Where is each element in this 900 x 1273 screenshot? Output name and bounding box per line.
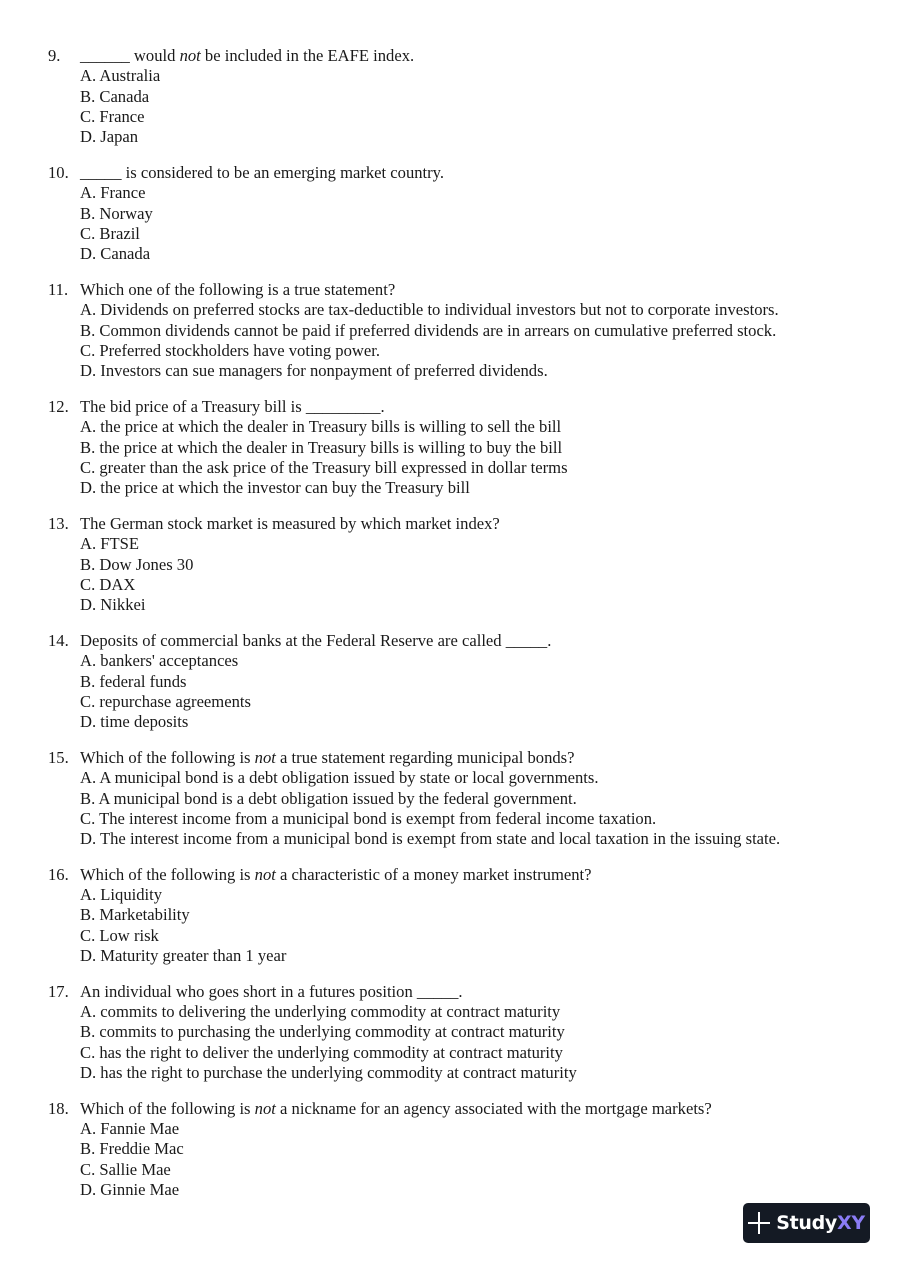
question-number: 13. [48,513,69,533]
question-text: a true statement regarding municipal bonds? [275,747,575,767]
option-text: Investors can sue managers for nonpayment of preferred dividends. [100,361,548,381]
answer-option [80,66,900,86]
question-item [0,1099,900,1200]
question-text: a characteristic of a money market instrument? [275,864,592,884]
option-letter: C. [80,808,96,828]
question-item [0,397,900,498]
answer-option [80,534,900,554]
option-text: Nikkei [100,595,146,615]
answer-option [80,1022,900,1042]
question-item [0,982,900,1083]
question-stem [0,514,900,534]
question-item [0,748,900,849]
answer-option [80,87,900,107]
answer-option [80,1043,900,1063]
answer-option [80,361,900,381]
option-text: commits to purchasing the underlying commodity at contract maturity [99,1022,565,1042]
answer-options [0,768,900,849]
option-text: Marketability [99,905,190,925]
question-number: 14. [48,630,69,650]
option-letter: C. [80,691,96,711]
question-stem [0,982,900,1002]
option-text: FTSE [100,534,140,554]
option-letter: D. [80,361,97,381]
option-letter: B. [80,320,96,340]
answer-option [80,555,900,575]
option-letter: C. [80,106,96,126]
question-text: a nickname for an agency associated with the mortgage markets? [275,1098,712,1118]
answer-option [80,1160,900,1180]
question-stem [0,280,900,300]
answer-option [80,905,900,925]
answer-option [80,1119,900,1139]
question-number: 17. [48,981,69,1001]
option-letter: B. [80,1139,96,1159]
question-emphasis: not [254,864,276,884]
option-letter: A. [80,651,97,671]
option-text: has the right to deliver the underlying commodity at contract maturity [99,1042,563,1062]
option-letter: B. [80,905,96,925]
question-emphasis: not [254,747,276,767]
option-letter: B. [80,554,96,574]
question-text: An individual who goes short in a futures position _____. [80,981,463,1001]
option-text: A municipal bond is a debt obligation issued by state or local governments. [99,768,599,788]
answer-option [80,204,900,224]
option-text: France [100,183,146,203]
answer-option [80,651,900,671]
answer-option [80,341,900,361]
question-number: 11. [48,279,69,299]
option-letter: C. [80,457,96,477]
option-text: greater than the ask price of the Treasury bill expressed in dollar terms [99,457,568,477]
question-text: be included in the EAFE index. [200,46,415,65]
answer-option [80,478,900,498]
option-text: Sallie Mae [99,1159,171,1179]
option-text: The interest income from a municipal bond is exempt from federal income taxation. [99,808,657,828]
option-letter: B. [80,1022,96,1042]
answer-option [80,1002,900,1022]
answer-option [80,107,900,127]
answer-options [0,1119,900,1200]
option-letter: D. [80,1063,97,1083]
option-letter: A. [80,1119,97,1139]
option-letter: B. [80,86,96,106]
option-letter: D. [80,595,97,615]
option-letter: A. [80,300,97,320]
answer-options [0,300,900,381]
question-number: 9. [48,46,61,65]
option-text: Common dividends cannot be paid if preferred dividends are in arrears on cumulative preferred stock. [99,320,777,340]
answer-options [0,1002,900,1083]
option-letter: D. [80,829,97,849]
logo-brand-main: Study [776,1211,837,1234]
option-letter: D. [80,1180,97,1200]
answer-option [80,183,900,203]
answer-option [80,1180,900,1200]
option-letter: A. [80,183,97,203]
option-letter: B. [80,203,96,223]
option-letter: C. [80,574,96,594]
question-text: Which of the following is [80,747,255,767]
question-item [0,631,900,732]
logo-wordmark [776,1213,865,1233]
answer-option [80,712,900,732]
answer-options [0,417,900,498]
question-stem [0,1099,900,1119]
option-text: bankers' acceptances [100,651,239,671]
question-text: Which of the following is [80,864,255,884]
option-text: Norway [99,203,153,223]
option-letter: A. [80,66,97,86]
studyxy-logo[interactable] [743,1203,870,1243]
answer-options [0,66,900,147]
option-text: Fannie Mae [100,1119,180,1139]
option-letter: A. [80,417,97,437]
option-letter: C. [80,223,96,243]
question-text: Which of the following is [80,1098,255,1118]
answer-option [80,829,900,849]
option-letter: D. [80,127,97,147]
answer-option [80,946,900,966]
answer-option [80,575,900,595]
answer-option [80,321,900,341]
question-stem [0,865,900,885]
option-letter: D. [80,478,97,498]
question-item [0,865,900,966]
answer-options [0,534,900,615]
answer-option [80,417,900,437]
question-stem [0,163,900,183]
option-text: Low risk [99,925,159,945]
option-text: Liquidity [100,885,163,905]
question-text: The bid price of a Treasury bill is _________. [80,396,385,416]
answer-option [80,244,900,264]
option-letter: C. [80,1042,96,1062]
question-number: 12. [48,396,69,416]
answer-option [80,595,900,615]
question-text: The German stock market is measured by which market index? [80,513,500,533]
logo-brand-accent: XY [836,1211,865,1234]
option-text: federal funds [99,671,187,691]
option-text: Freddie Mac [99,1139,184,1159]
option-letter: A. [80,885,97,905]
answer-option [80,1139,900,1159]
option-letter: C. [80,340,96,360]
option-text: the price at which the dealer in Treasury bills is willing to sell the bill [100,417,562,437]
option-text: has the right to purchase the underlying commodity at contract maturity [100,1063,577,1083]
option-letter: B. [80,671,96,691]
answer-option [80,300,900,320]
option-letter: C. [80,925,96,945]
question-emphasis: not [254,1098,276,1118]
question-list [0,46,900,1216]
option-letter: A. [80,534,97,554]
option-letter: B. [80,437,96,457]
option-text: The interest income from a municipal bond is exempt from state and local taxation in the issuing state. [100,829,781,849]
option-letter: B. [80,788,96,808]
question-stem [0,397,900,417]
question-text: Which one of the following is a true statement? [80,279,396,299]
question-item [0,280,900,381]
answer-option [80,809,900,829]
option-text: Maturity greater than 1 year [100,946,287,966]
question-text: ______ would [80,46,180,65]
answer-options [0,651,900,732]
question-emphasis: not [179,46,201,65]
option-text: Dividends on preferred stocks are tax-deductible to individual investors but not to corporate investors. [100,300,779,320]
answer-option [80,789,900,809]
question-item [0,46,900,147]
option-text: Brazil [99,223,140,243]
answer-option [80,885,900,905]
answer-option [80,926,900,946]
option-text: Japan [100,127,139,147]
question-item [0,514,900,615]
option-letter: D. [80,712,97,732]
plus-icon [748,1212,770,1234]
answer-options [0,885,900,966]
option-text: Canada [100,244,151,264]
option-text: repurchase agreements [99,691,251,711]
option-text: France [99,106,145,126]
answer-option [80,127,900,147]
answer-option [80,224,900,244]
question-number: 16. [48,864,69,884]
option-text: the price at which the dealer in Treasury bills is willing to buy the bill [99,437,563,457]
option-text: Australia [99,66,161,86]
option-text: A municipal bond is a debt obligation issued by the federal government. [98,788,577,808]
answer-option [80,672,900,692]
option-text: commits to delivering the underlying commodity at contract maturity [100,1002,561,1022]
question-number: 15. [48,747,69,767]
answer-option [80,458,900,478]
option-text: Preferred stockholders have voting power. [99,340,381,360]
option-letter: A. [80,1002,97,1022]
question-number: 10. [48,162,69,182]
answer-option [80,438,900,458]
option-text: Dow Jones 30 [99,554,194,574]
answer-option [80,1063,900,1083]
option-text: time deposits [100,712,189,732]
option-letter: C. [80,1159,96,1179]
question-item [0,163,900,264]
option-text: Canada [99,86,150,106]
question-stem [0,748,900,768]
question-text: Deposits of commercial banks at the Federal Reserve are called _____. [80,630,552,650]
option-text: DAX [99,574,136,594]
answer-option [80,768,900,788]
option-text: the price at which the investor can buy the Treasury bill [100,478,470,498]
option-letter: D. [80,946,97,966]
question-number: 18. [48,1098,69,1118]
answer-options [0,183,900,264]
option-letter: D. [80,244,97,264]
option-text: Ginnie Mae [100,1180,180,1200]
question-stem [0,631,900,651]
question-stem [0,46,900,66]
answer-option [80,692,900,712]
question-text: _____ is considered to be an emerging market country. [80,162,445,182]
option-letter: A. [80,768,97,788]
